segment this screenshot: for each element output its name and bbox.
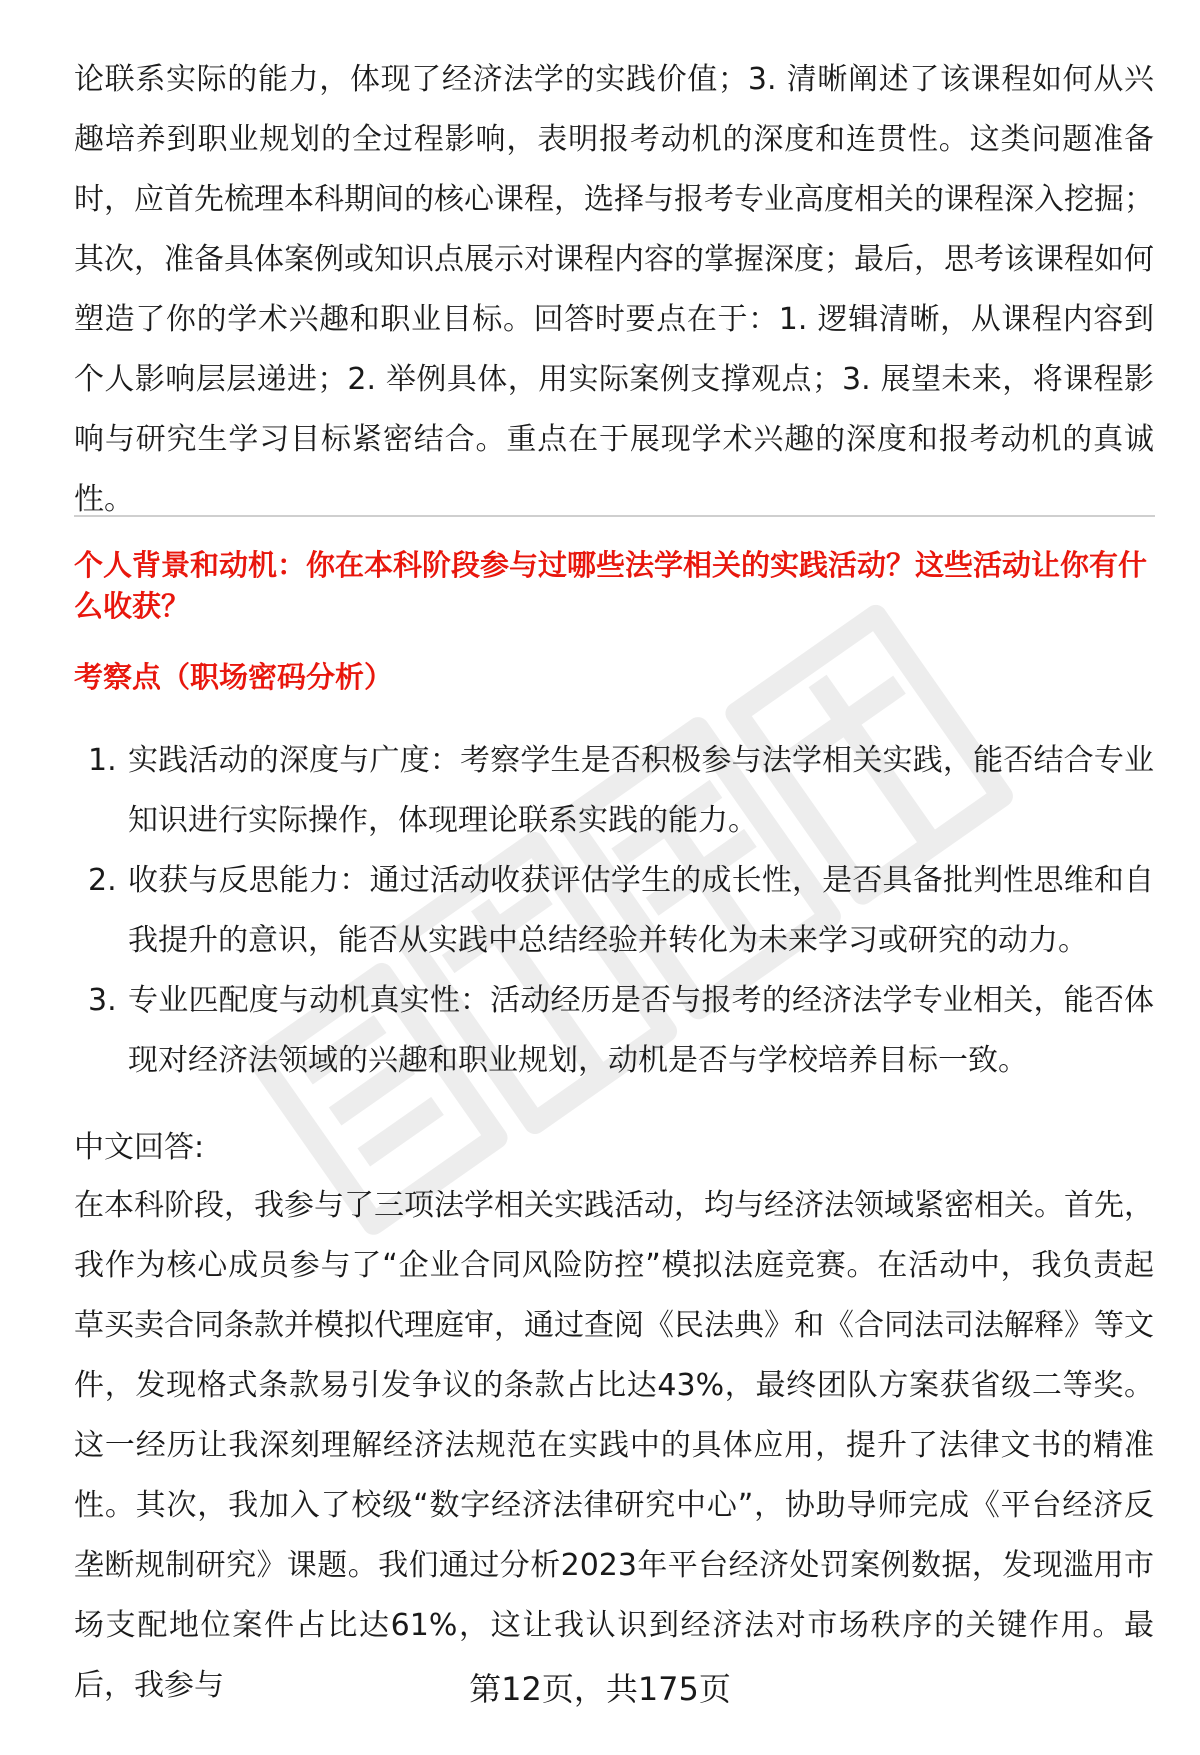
list-item-text: 收获与反思能力：通过活动收获评估学生的成长性，是否具备批判性思维和自我提升的意识，能否从实践中总结经验并转化为未来学习或研究的动力。: [128, 863, 1154, 958]
list-item: [74, 971, 1154, 1091]
list-item: [74, 851, 1154, 971]
assessment-subheading: 考察点（职场密码分析）: [74, 660, 394, 694]
answer-label: 中文回答:: [74, 1130, 205, 1165]
list-item-number: 3.: [88, 983, 117, 1018]
assessment-points-list: [74, 731, 1154, 1091]
list-item-text: 专业匹配度与动机真实性：活动经历是否与报考的经济法学专业相关，能否体现对经济法领域的兴趣和职业规划，动机是否与学校培养目标一致。: [128, 983, 1154, 1078]
list-item-number: 2.: [88, 863, 117, 898]
list-item-number: 1.: [88, 743, 117, 778]
list-item-text: 实践活动的深度与广度：考察学生是否积极参与法学相关实践，能否结合专业知识进行实际操作，体现理论联系实践的能力。: [128, 743, 1154, 838]
question-heading: 个人背景和动机：你在本科阶段参与过哪些法学相关的实践活动？这些活动让你有什么收获？: [74, 548, 1148, 623]
page-footer: 第12页，共175页: [469, 1670, 731, 1708]
answer-paragraph: 在本科阶段，我参与了三项法学相关实践活动，均与经济法领域紧密相关。首先，我作为核心成员参与了“企业合同风险防控”模拟法庭竞赛。在活动中，我负责起草买卖合同条款并模拟代理庭审，通过查阅《民法典》和《合同法司法解释》等文件，发现格式条款易引发争议的条款占比达43%，最终团队方案获省级二等奖。这一经历让我深刻理解经济法规范在实践中的具体应用，提升了法律文书的精准性。其次，我加入了校级“数字经济法律研究中心”，协助导师完成《平台经济反垄断规制研究》课题。我们通过分析2023年平台经济处罚案例数据，发现滥用市场支配地位案件占比达61%，这让我认识到经济法对市场秩序的关键作用。最后，我参与: [74, 1188, 1154, 1703]
intro-paragraph: 论联系实际的能力，体现了经济法学的实践价值；3. 清晰阐述了该课程如何从兴趣培养到职业规划的全过程影响，表明报考动机的深度和连贯性。这类问题准备时，应首先梳理本科期间的核心课程，选择与报考专业高度相关的课程深入挖掘；其次，准备具体案例或知识点展示对课程内容的掌握深度；最后，思考该课程如何塑造了你的学术兴趣和职业目标。回答时要点在于：1. 逻辑清晰，从课程内容到个人影响层层递进；2. 举例具体，用实际案例支撑观点；3. 展望未来，将课程影响与研究生学习目标紧密结合。重点在于展现学术兴趣的深度和报考动机的真诚性。: [74, 62, 1154, 517]
intro-section: [74, 50, 1154, 530]
list-item: [74, 731, 1154, 851]
